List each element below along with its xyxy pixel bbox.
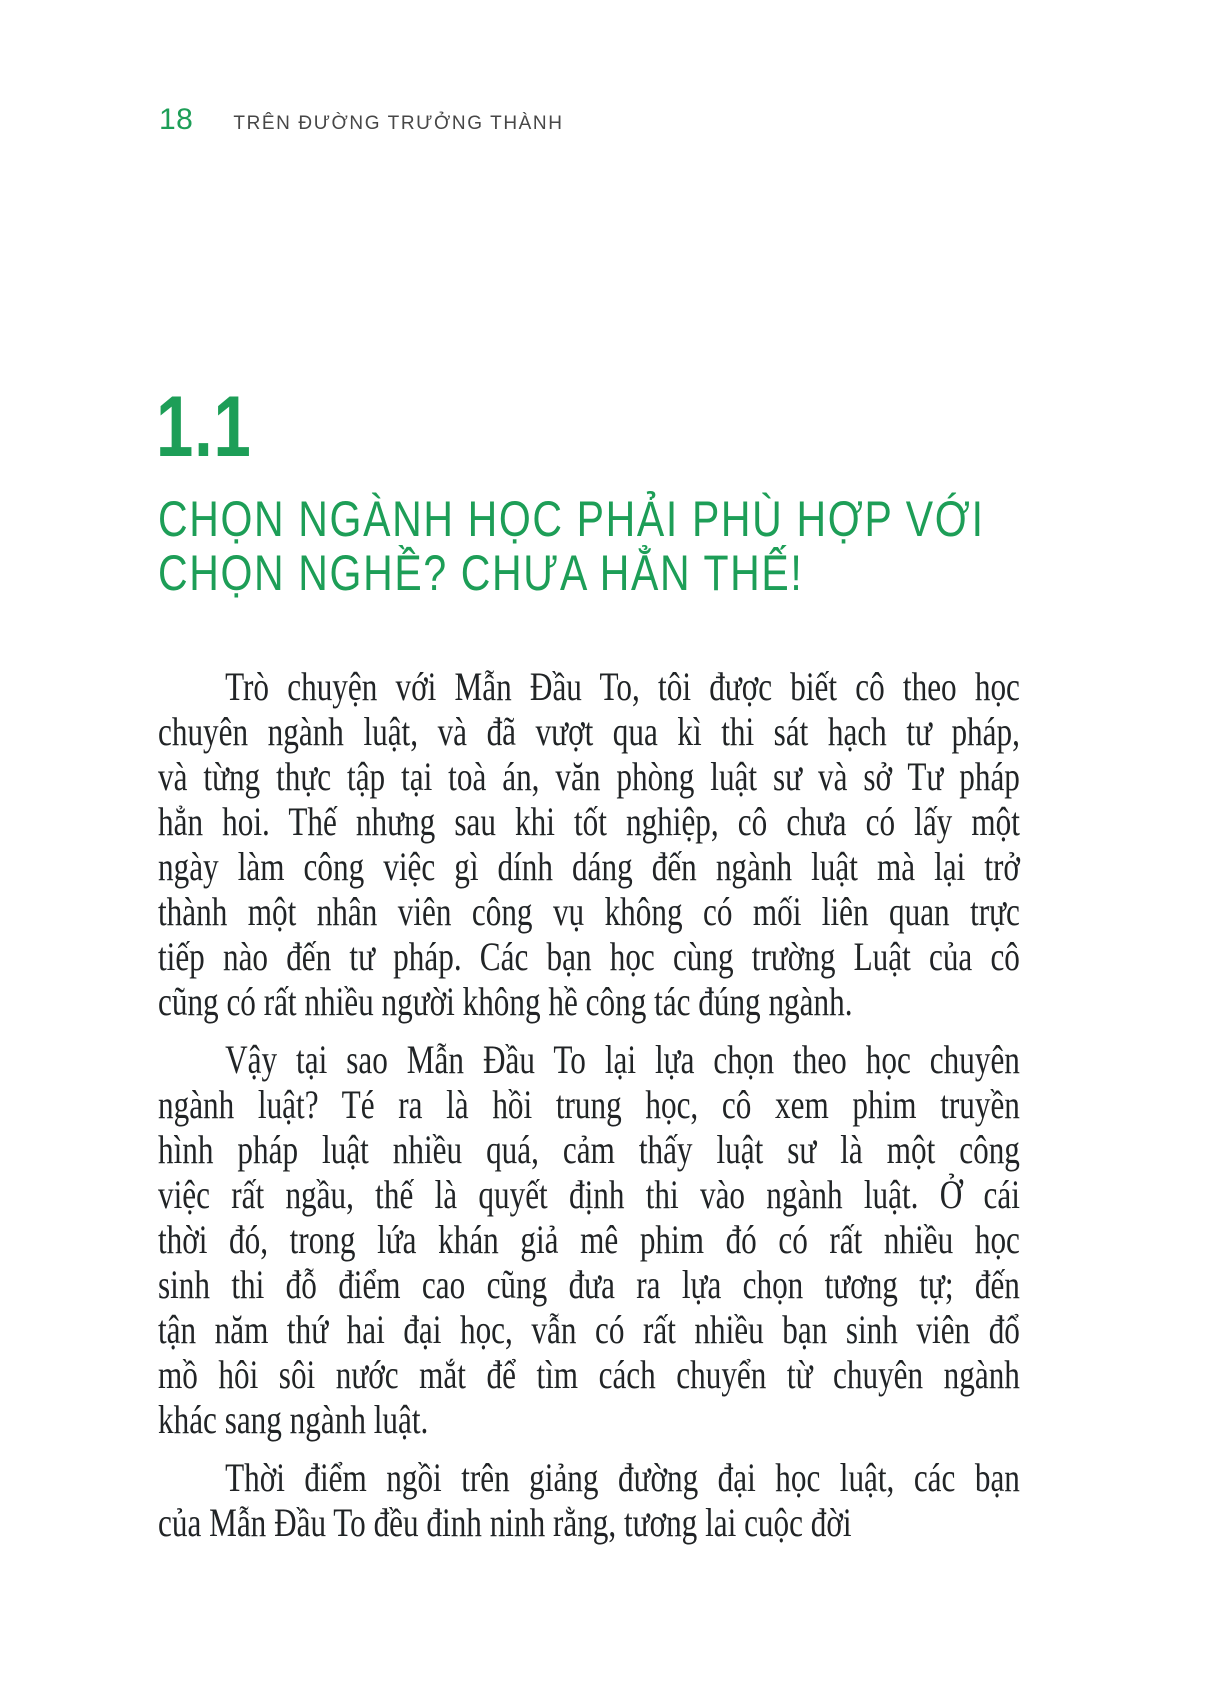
body-line: sinh thi đỗ điểm cao cũng đưa ra lựa chọn tương tự; đến bbox=[158, 1262, 1020, 1307]
body-line: tiếp nào đến tư pháp. Các bạn học cùng trường Luật của cô bbox=[158, 934, 1020, 979]
paragraph bbox=[158, 664, 1215, 1024]
body-line: ngày làm công việc gì dính dáng đến ngành luật mà lại trở bbox=[158, 844, 1020, 889]
body-line: hình pháp luật nhiều quá, cảm thấy luật sư là một công bbox=[158, 1127, 1020, 1172]
section-title-line: CHỌN NGÀNH HỌC PHẢI PHÙ HỢP VỚI bbox=[158, 491, 985, 547]
body-line: mồ hôi sôi nước mắt để tìm cách chuyển từ chuyên ngành bbox=[158, 1352, 1020, 1397]
paragraph bbox=[158, 1037, 1215, 1442]
body-line: tận năm thứ hai đại học, vẫn có rất nhiều bạn sinh viên đổ bbox=[158, 1307, 1020, 1352]
body-line: và từng thực tập tại toà án, văn phòng luật sư và sở Tư pháp bbox=[158, 754, 1020, 799]
page-number: 18 bbox=[159, 103, 194, 136]
body-line: Trò chuyện với Mẫn Đầu To, tôi được biết cô theo học bbox=[225, 664, 1020, 709]
body-line: ngành luật? Té ra là hồi trung học, cô xem phim truyền bbox=[158, 1082, 1020, 1127]
section-title-line: CHỌN NGHỀ? CHƯA HẲN THẾ! bbox=[158, 545, 804, 601]
running-title: TRÊN ĐƯỜNG TRƯỞNG THÀNH bbox=[233, 113, 564, 134]
body-line: chuyên ngành luật, và đã vượt qua kì thi sát hạch tư pháp, bbox=[158, 709, 1020, 754]
paragraph bbox=[158, 1455, 1215, 1545]
body-line: cũng có rất nhiều người không hề công tác đúng ngành. bbox=[158, 979, 853, 1024]
body-line: của Mẫn Đầu To đều đinh ninh rằng, tương lai cuộc đời bbox=[158, 1500, 852, 1545]
body-line: thành một nhân viên công vụ không có mối liên quan trực bbox=[158, 889, 1020, 934]
body-line: việc rất ngầu, thế là quyết định thi vào ngành luật. Ở cái bbox=[158, 1172, 1020, 1217]
body-line: khác sang ngành luật. bbox=[158, 1397, 429, 1442]
body-line: thời đó, trong lứa khán giả mê phim đó có rất nhiều học bbox=[158, 1217, 1020, 1262]
body-line: Thời điểm ngồi trên giảng đường đại học luật, các bạn bbox=[225, 1455, 1020, 1500]
section-title bbox=[158, 492, 1060, 600]
section-number: 1.1 bbox=[156, 379, 252, 475]
body-text bbox=[158, 664, 1215, 1545]
body-line: Vậy tại sao Mẫn Đầu To lại lựa chọn theo học chuyên bbox=[225, 1037, 1020, 1082]
body-line: hẳn hoi. Thế nhưng sau khi tốt nghiệp, cô chưa có lấy một bbox=[158, 799, 1020, 844]
running-header bbox=[159, 104, 564, 136]
